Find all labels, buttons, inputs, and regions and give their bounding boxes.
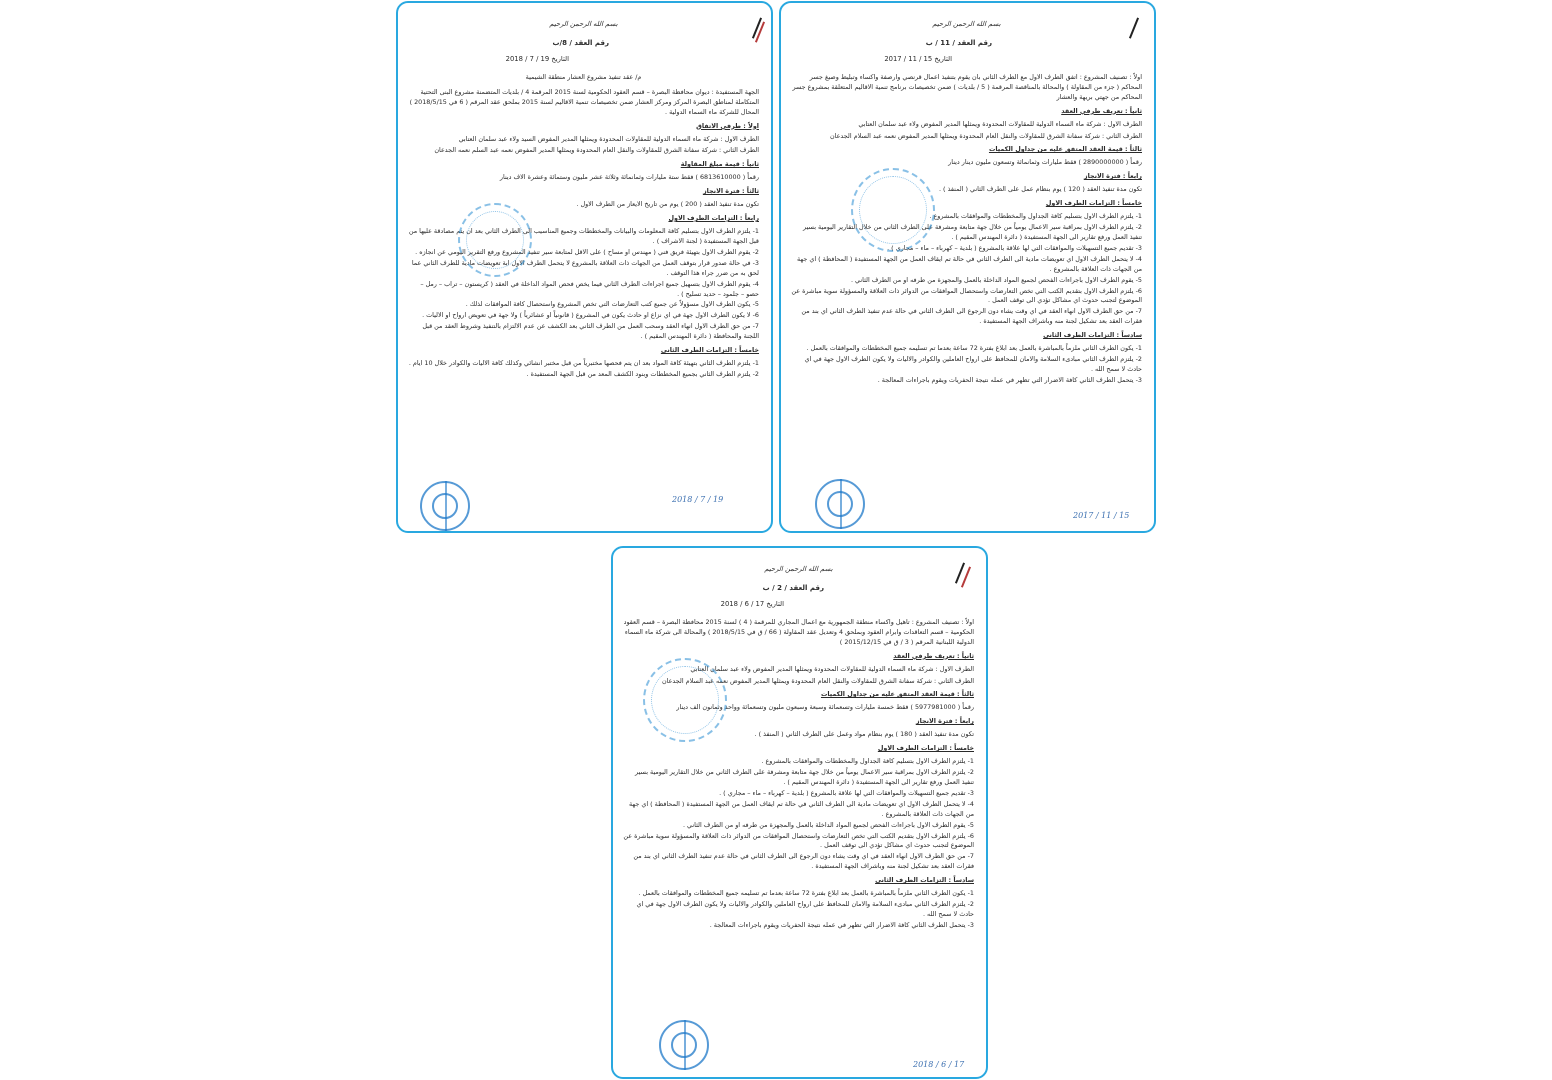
obligation-item: 5- يكون الطرف الاول مسؤولاً عن جميع كتب التعارضات التي تخص المشروع واستحصال كافة الموافقات لذلك . bbox=[465, 300, 759, 309]
stamp-date: 2018 / 6 / 17 bbox=[913, 1060, 965, 1069]
obligation-item: 1- يكون الطرف الثاني ملزماً بالمباشرة بالعمل بعد ابلاغ بفترة 72 ساعة بعدما تم تسليمه جميع المخططات والموافقات بالعمل . bbox=[806, 344, 1142, 353]
contract-page-left bbox=[396, 1, 773, 533]
obligation-item: 6- يلتزم الطرف الاول بتقديم الكتب التي تخص التعارضات واستحصال الموافقات من الدوائر ذات العلاقة والمسؤولة سوية مباشرة عن الموضوع لتجنب حدوث اي مشاكل تؤدي الى توقف العمل . bbox=[791, 286, 1142, 305]
section-heading: رابعاً : التزامات الطرف الاول bbox=[668, 214, 759, 223]
stamp-date: 2017 / 11 / 15 bbox=[1073, 511, 1130, 520]
contract-number: رقم العقد / 11 / ب bbox=[925, 38, 992, 47]
section-heading: سادساً : التزامات الطرف الثاني bbox=[1043, 331, 1142, 340]
company-seal-icon bbox=[458, 203, 532, 277]
second-party: الطرف الثاني : شركة سفانة الشرق للمقاولات والنقل العام المحدودة ويمثلها المدير المفوض نعمه عبد السلام الجدعان bbox=[829, 131, 1142, 140]
section-heading: خامساً : التزامات الطرف الاول bbox=[1045, 199, 1142, 208]
obligation-item: 1- يكون الطرف الثاني ملزماً بالمباشرة بالعمل بعد ابلاغ بفترة 72 ساعة بعدما تم تسليمه جميع المخططات والموافقات بالعمل . bbox=[638, 889, 974, 898]
bismillah: بسم الله الرحمن الرحيم bbox=[764, 565, 833, 573]
intro-paragraph: اولاً : تصنيف المشروع : تاهيل واكساء منطقة الجمهورية مع اعمال المجاري للمرقمة ( 4 ) لسنة 2015 محافظة البصرة – قسم العقود الحكومية – قسم التعاقدات وابرام العقود وبملحق 4 وتعديل عقد المقاولة ( 66 / ق في 2018/5/15 ) والمحالة الى شركة ماء السماء الدولية اللبنانية المرقم ( 3 / ق في 2015/12/15 ) bbox=[623, 617, 974, 646]
intro-paragraph: الجهة المستفيدة : ديوان محافظة البصرة – قسم العقود الحكومية لسنة 2015 المرقمة 4 / بلديات المتضمنة مشروع البنى التحتية المتكاملة لمناطق البصرة المركز ومركز العشار ضمن تخصيصات تنمية الاقاليم لسنة 2015 بملحق عقد المرقم ( 6 في 2018/5/15 ) المحال للشركة ماء السماء الدولية . bbox=[409, 87, 759, 116]
obligation-item: 3- في حالة صدور قرار بتوقف العمل من الجهات ذات العلاقة بالمشروع لا يتحمل الطرف الاول اية تعويضات مادية للطرف الثاني عما لحق به من ضرر جراء هذا التوقف . bbox=[411, 258, 759, 277]
company-stamp-icon bbox=[659, 1020, 709, 1070]
obligation-item: 1- يلتزم الطرف الاول بتسليم كافة الجداول والمخططات والموافقات بالمشروع . bbox=[761, 757, 974, 766]
obligation-item: 2- يقوم الطرف الاول بتهيئة فريق فني ( مهندس او مساح ) على الاقل لمتابعة سير تنفيذ المشروع ورفع التقرير اليومي عن انجازه . bbox=[415, 247, 759, 256]
section-heading: ثالثاً : قيمة العقد المتفق عليه من جداول الكميات bbox=[820, 690, 974, 699]
obligation-item: 1- يلتزم الطرف الاول بتسليم كافة الجداول والمخططات والموافقات بالمشروع . bbox=[929, 212, 1142, 221]
contract-page-right bbox=[779, 1, 1156, 533]
obligation-item: 7- من حق الطرف الاول انهاء العقد وسحب العمل من الطرف الثاني بعد الكشف عن عدم الالتزام بالتنفيذ وشروط العقد من قبل اللجنة والمحافظة ( دائرة المهندس المقيم ) . bbox=[422, 322, 759, 341]
intro-paragraph: اولاً : تصنيف المشروع : اتفق الطرف الاول مع الطرف الثاني بان يقوم بتنفيذ اعمال قرنصي وارصفة واكساء وتبليط وصبغ جسر المحاكم ( جزء من المقاولة ) والمحالة بالمناقصة المرقمة ( 5 / بلديات ) ضمن تخصيصات برنامج تنمية الاقاليم المتعلقة بمشروع جسر المحاكم من جهتي بريهة والعشار bbox=[792, 72, 1142, 101]
completion-period: تكون مدة تنفيذ العقد ( 200 ) يوم من تاريخ الايعاز من الطرف الاول . bbox=[576, 200, 759, 209]
company-stamp-icon bbox=[420, 481, 470, 531]
section-heading: ثانياً : تعريف طرفي العقد bbox=[893, 651, 974, 660]
obligation-item: 4- لا يتحمل الطرف الاول اي تعويضات مادية الى الطرف الثاني في حالة تم ايقاف العمل من الجهة المستفيدة ( المحافظة ) اي جهة من الجهات ذات العلاقة بالمشروع . bbox=[629, 799, 974, 818]
section-heading: ثانياً : تعريف طرفي العقد bbox=[1061, 106, 1142, 115]
contract-number: رقم العقد / 8/ب bbox=[552, 38, 609, 47]
obligation-item: 4- يقوم الطرف الاول بتسهيل جميع اجراءات الطرف الثاني فيما يخص فحص المواد الداخلة في العقد ( كريستون – تراب – رمل – حصو – جلمود – حديد تسليح ) . bbox=[420, 279, 759, 298]
section-heading: رابعاً : فترة الانجاز bbox=[1083, 172, 1142, 181]
company-stamp-icon bbox=[815, 479, 865, 529]
stamp-date: 2018 / 7 / 19 bbox=[672, 495, 724, 504]
first-party: الطرف الاول : شركة ماء السماء الدولية للمقاولات المحدودة ويمثلها المدير المفوض ولاء عبد سلمان العتابي bbox=[858, 119, 1142, 128]
contract-value: رقماً ( 6813610000 ) فقط ستة مليارات وثمانمائة وثلاثة عشر مليون وستمائة وعشرة الاف دينار bbox=[499, 173, 759, 182]
contract-date: التاريخ 17 / 6 / 2018 bbox=[720, 600, 784, 609]
contract-date: التاريخ 19 / 7 / 2018 bbox=[505, 55, 569, 64]
section-heading: خامساً : التزامات الطرف الثاني bbox=[660, 346, 759, 355]
obligation-item: 6- لا يكون الطرف الاول جهة في اي نزاع او حادث يكون في المشروع ( قانونياً او عشائرياً ) ولا جهة في تعويض ارواح او الاليات . bbox=[422, 311, 759, 320]
bismillah: بسم الله الرحمن الرحيم bbox=[932, 20, 1001, 28]
obligation-item: 5- يقوم الطرف الاول باجراءات الفحص لجميع المواد الداخلة بالعمل والمجهزة من طرفه او من الطرف الثاني . bbox=[682, 820, 974, 829]
obligation-item: 2- يلتزم الطرف الثاني بجميع المخططات وبنود الكشف المعد من قبل الجهة المستفيدة . bbox=[526, 369, 759, 378]
completion-period: تكون مدة تنفيذ العقد ( 120 ) يوم بنظام عمل على الطرف الثاني ( المنفذ ) . bbox=[938, 185, 1142, 194]
obligation-item: 1- يلتزم الطرف الاول بتسليم كافة المعلومات والبيانات والمخططات وجميع المناسيب الى الطرف الثاني بعد ان يتم مصادقة عليها من قبل الجهة المستفيدة ( لجنة الاشراف ) . bbox=[408, 226, 759, 245]
obligation-item: 7- من حق الطرف الاول انهاء العقد في اي وقت يشاء دون الرجوع الى الطرف الثاني في حالة عدم تنفيذ الطرف الثاني اي بند من فقرات العقد بعد تشكيل لجنة منه وباشراف الجهة المستفيدة . bbox=[633, 852, 974, 871]
company-seal-icon bbox=[643, 658, 727, 742]
obligation-item: 2- يلتزم الطرف الاول بمراقبة سير الاعمال يومياً من خلال جهة متابعة ومشرفة على الطرف الثاني من خلال التقارير اليومية بسير تنفيذ العمل ورفع تقارير الى الجهة المستفيدة ( دائرة المهندس المقيم ) . bbox=[635, 767, 974, 786]
contract-value: رقماً ( 5977981000 ) فقط خمسة مليارات وتسعمائة وسبعة وسبعون مليون وتسعمائة وواحد وثمانون الف دينار bbox=[676, 703, 974, 712]
obligation-item: 2- يلتزم الطرف الاول بمراقبة سير الاعمال يومياً من خلال جهة متابعة ومشرفة على الطرف الثاني من خلال التقارير اليومية بسير تنفيذ العمل ورفع تقارير الى الجهة المستفيدة ( دائرة المهندس المقيم ) . bbox=[803, 222, 1142, 241]
obligation-item: 2- يلتزم الطرف الثاني مبادىء السلامة والامان للمحافظ على ارواح العاملين والكوادر والاليات ولا يكون الطرف الاول جهة في اي حادث لا سمح الله . bbox=[636, 900, 974, 918]
obligation-item: 3- تقديم جميع التسهيلات والموافقات التي لها علاقة بالمشروع ( بلدية – كهرباء – ماء – مجاري ) . bbox=[719, 788, 974, 797]
obligation-item: 1- يلتزم الطرف الثاني بتهيئة كافة المواد بعد ان يتم فحصها مختبرياً من قبل مختبر انشائي وكذلك كافة الاليات والكوادر خلال 10 ايام . bbox=[408, 359, 759, 368]
section-heading: ثالثاً : فترة الانجاز bbox=[702, 187, 759, 196]
contract-date: التاريخ 15 / 11 / 2017 bbox=[884, 55, 952, 64]
obligation-item: 3- تقديم جميع التسهيلات والموافقات التي لها علاقة بالمشروع ( بلدية – كهرباء – ماء – مجاري ) . bbox=[887, 243, 1142, 252]
second-party: الطرف الثاني : شركة سفانة الشرق للمقاولات والنقل العام المحدودة ويمثلها المدير المفوض نعمه عبد السلم نعمه الجدعان bbox=[434, 146, 759, 155]
section-heading: ثانياً : قيمة مبلغ المقاولة bbox=[680, 160, 759, 169]
obligation-item: 2- يلتزم الطرف الثاني مبادىء السلامة والامان للمحافظ على ارواح العاملين والكوادر والاليات ولا يكون الطرف الاول جهة في اي حادث لا سمح الله . bbox=[804, 355, 1142, 373]
obligation-item: 5- يقوم الطرف الاول باجراءات الفحص لجميع المواد الداخلة بالعمل والمجهزة من طرفه او من الطرف الثاني . bbox=[850, 275, 1142, 284]
section-heading: اولاً : طرفي الاتفاق bbox=[696, 121, 759, 130]
obligation-item: 6- يلتزم الطرف الاول بتقديم الكتب التي تخص التعارضات واستحصال الموافقات من الدوائر ذات العلاقة والمسؤولة سوية مباشرة عن الموضوع لتجنب حدوث اي مشاكل تؤدي الى توقف العمل . bbox=[623, 831, 974, 850]
completion-period: تكون مدة تنفيذ العقد ( 180 ) يوم بنظام مواد وعمل على الطرف الثاني ( المنفذ ) . bbox=[754, 730, 974, 739]
section-heading: رابعاً : فترة الانجاز bbox=[915, 717, 974, 726]
section-heading: خامساً : التزامات الطرف الاول bbox=[877, 744, 974, 753]
obligation-item: 4- لا يتحمل الطرف الاول اي تعويضات مادية الى الطرف الثاني في حالة تم ايقاف العمل من الجهة المستفيدة ( المحافظة ) اي جهة من الجهات ذات العلاقة بالمشروع . bbox=[797, 254, 1142, 273]
section-heading: سادساً : التزامات الطرف الثاني bbox=[875, 876, 974, 885]
obligation-item: 7- من حق الطرف الاول انهاء العقد في اي وقت يشاء دون الرجوع الى الطرف الثاني في حالة عدم تنفيذ الطرف الثاني اي بند من فقرات العقد بعد تشكيل لجنة منه وباشراف الجهة المستفيدة . bbox=[801, 307, 1142, 326]
obligation-item: 3- يتحمل الطرف الثاني كافة الاضرار التي تظهر في عمله نتيجة الحفريات ويقوم باجراءات المعالجة . bbox=[709, 920, 974, 929]
contract-page-bottom bbox=[611, 546, 988, 1079]
company-seal-icon bbox=[851, 168, 935, 252]
contract-number: رقم العقد / 2 / ب bbox=[762, 583, 824, 592]
contract-subject: م/ عقد تنفيذ مشروع العشار منطقة الشيمية bbox=[525, 72, 642, 81]
obligation-item: 3- يتحمل الطرف الثاني كافة الاضرار التي تظهر في عمله نتيجة الحفريات ويقوم باجراءات المعالجة . bbox=[877, 375, 1142, 384]
first-party: الطرف الاول : شركة ماء السماء الدولية للمقاولات المحدودة ويمثلها المدير المفوض السيد ولاء عبد سلمان العتابي bbox=[458, 134, 759, 143]
section-heading: ثالثاً : قيمة العقد المتفق عليه من جداول الكميات bbox=[988, 145, 1142, 154]
bismillah: بسم الله الرحمن الرحيم bbox=[549, 20, 618, 28]
contract-value: رقماً ( 2890000000 ) فقط مليارات وثمانمائة وتسعون مليون دينار دينار bbox=[948, 158, 1142, 167]
first-party: الطرف الاول : شركة ماء السماء الدولية للمقاولات المحدودة ويمثلها المدير المفوض ولاء عبد سلمان العتابي bbox=[690, 664, 974, 673]
second-party: الطرف الثاني : شركة سفانة الشرق للمقاولات والنقل العام المحدودة ويمثلها المدير المفوض نعمه عبد السلام الجدعان bbox=[661, 676, 974, 685]
